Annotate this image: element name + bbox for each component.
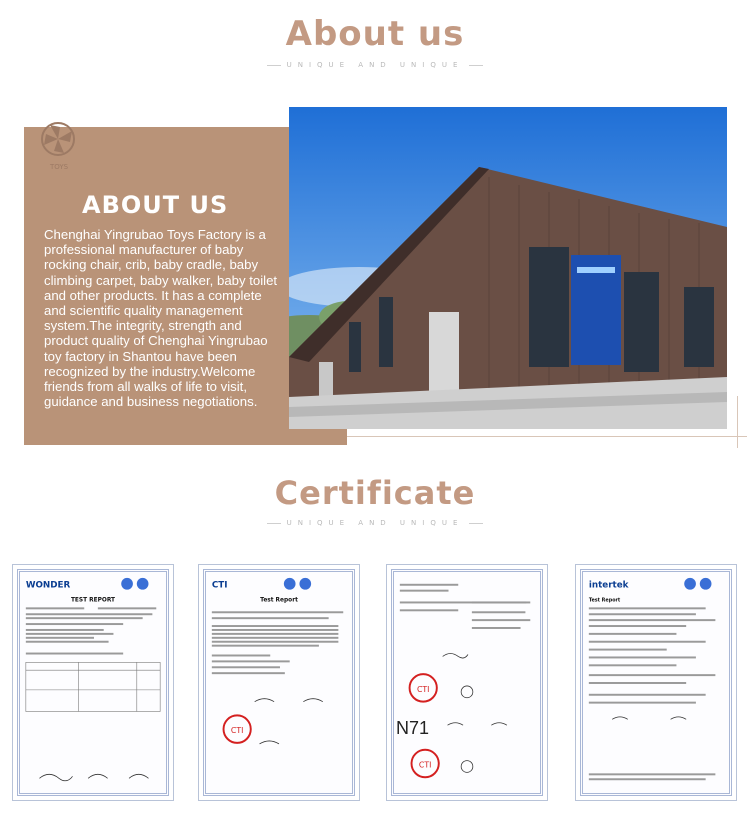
certificate-document-2-content <box>206 572 352 793</box>
certificate-document-1-content <box>20 572 166 793</box>
about-section-subtitle <box>0 61 750 69</box>
about-subtitle-text: UNIQUE AND UNIQUE <box>286 61 464 69</box>
certificate-section-title: Certificate <box>274 474 476 512</box>
cert3-label: N71 <box>396 718 430 738</box>
company-logo-icon <box>30 115 88 177</box>
about-section-title: About us <box>285 14 465 54</box>
certificate-document-1[interactable] <box>12 564 174 801</box>
decorative-line <box>347 436 747 437</box>
cert4-brand: intertek <box>588 580 629 591</box>
cert1-brand: WONDER <box>25 580 71 591</box>
svg-text:CTI: CTI <box>418 760 432 770</box>
cert2-heading: Test Report <box>260 597 298 604</box>
certificate-subtitle-text: UNIQUE AND UNIQUE <box>286 519 464 527</box>
factory-photo <box>289 107 727 429</box>
certificate-document-4[interactable] <box>575 564 737 801</box>
cert2-brand: CTI <box>211 580 228 591</box>
svg-text:CTI: CTI <box>230 726 244 736</box>
svg-text:CTI: CTI <box>416 684 430 694</box>
cert4-heading: Test Report <box>588 597 621 604</box>
certificate-document-4-content <box>583 572 729 793</box>
about-description: Chenghai Yingrubao Toys Factory is a professional manufacturer of baby rocking chair, crib, baby cradle, baby climbing carpet, baby walker, baby toilet and other products. It has a complete and scientific quality management system.The integrity, strength and product quality of Chenghai Yingrubao toy factory in Shantou have been recognized by the industry.Welcome friends from all walks of life to visit, guidance and business negotiations. <box>44 227 278 410</box>
certificate-section-subtitle <box>0 519 750 527</box>
svg-text:TOYS: TOYS <box>49 163 69 171</box>
certificate-document-3-content <box>394 572 540 793</box>
decorative-vertical-line <box>737 396 738 448</box>
certificate-document-2[interactable] <box>198 564 360 801</box>
about-heading: ABOUT US <box>82 191 229 219</box>
certificate-document-3[interactable] <box>386 564 548 801</box>
cert1-heading: TEST REPORT <box>70 597 116 604</box>
